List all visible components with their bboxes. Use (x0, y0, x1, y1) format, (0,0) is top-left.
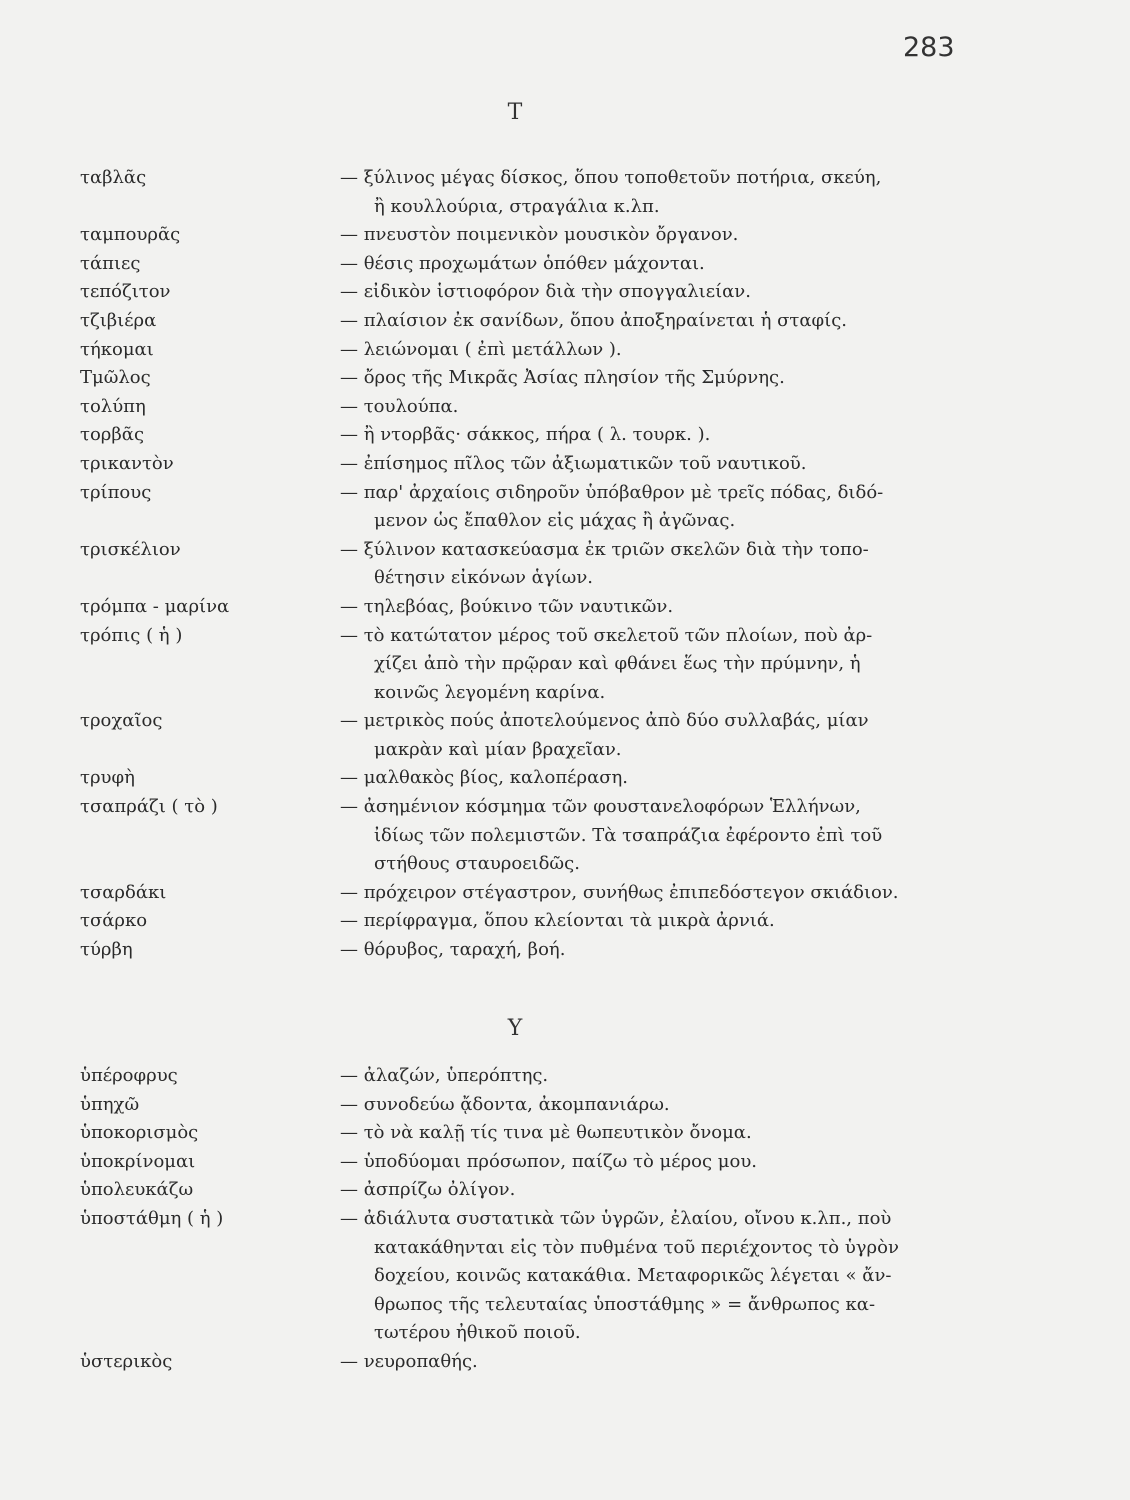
entry-definition (340, 164, 960, 221)
definition-line: δοχείου, κοινῶς κατακάθια. Μεταφορικῶς λέγεται « ἄν- (374, 1265, 892, 1287)
entry-definition (340, 536, 960, 593)
glossary-entry (80, 936, 960, 965)
entry-definition (340, 364, 960, 393)
glossary-entry (80, 164, 960, 221)
definition-line: κοινῶς λεγομένη καρίνα. (374, 681, 606, 703)
glossary-entry (80, 479, 960, 536)
glossary-entry (80, 622, 960, 708)
glossary-entry (80, 536, 960, 593)
definition-line: — παρ' ἀρχαίοις σιδηροῦν ὑπόβαθρον μὲ τρεῖς πόδας, διδό- (340, 481, 884, 503)
glossary-entry (80, 1176, 960, 1205)
glossary-entry (80, 221, 960, 250)
entry-term: τρισκέλιον (80, 538, 181, 560)
definition-line: — ξύλινος μέγας δίσκος, ὅπου τοποθετοῦν ποτήρια, σκεύη, (340, 167, 882, 188)
entry-term: ὑπολευκάζω (80, 1179, 194, 1201)
definition-line: στήθους σταυροειδῶς. (374, 853, 580, 875)
glossary-entry (80, 336, 960, 365)
entry-term: τολύπη (80, 395, 146, 417)
definition-line: — πλαίσιον ἐκ σανίδων, ὅπου ἀποξηραίνεται ἡ σταφίς. (340, 309, 848, 331)
entry-definition (340, 907, 960, 936)
definition-line: — ἀσπρίζω ὀλίγον. (340, 1179, 516, 1201)
entry-definition (340, 1205, 960, 1348)
section-letter-tau: Τ (507, 100, 523, 125)
entry-definition (340, 936, 960, 965)
definition-line: θρωπος τῆς τελευταίας ὑποστάθμης » = ἄνθρωπος κα- (374, 1293, 876, 1315)
entry-definition (340, 250, 960, 279)
glossary-entry (80, 250, 960, 279)
glossary-entry (80, 307, 960, 336)
entry-definition (340, 421, 960, 450)
entry-definition (340, 450, 960, 479)
definition-line: — ἀδιάλυτα συστατικὰ τῶν ὑγρῶν, ἐλαίου, οἴνου κ.λπ., ποὺ (340, 1207, 892, 1229)
entry-definition (340, 622, 960, 708)
definition-line: — νευροπαθής. (340, 1350, 478, 1372)
definition-line: — θέσις προχωμάτων ὁπόθεν μάχονται. (340, 252, 705, 274)
glossary-entry (80, 1348, 960, 1377)
entry-definition (340, 479, 960, 536)
entry-term: τεπόζιτον (80, 281, 171, 303)
entry-definition (340, 764, 960, 793)
glossary-entry (80, 793, 960, 879)
entry-term: τύρβη (80, 939, 133, 961)
glossary-entry (80, 1205, 960, 1348)
glossary-entry (80, 278, 960, 307)
entry-term: τρόμπα - μαρίνα (80, 595, 230, 617)
glossary-entry (80, 1119, 960, 1148)
entry-term: τσαρδάκι (80, 881, 167, 903)
glossary-entry (80, 393, 960, 422)
glossary-entry (80, 879, 960, 908)
entry-definition (340, 1119, 960, 1148)
definition-line: ἰδίως τῶν πολεμιστῶν. Τὰ τσαπράζια ἐφέροντο ἐπὶ τοῦ (374, 824, 883, 846)
glossary-entry (80, 450, 960, 479)
glossary-entry (80, 1091, 960, 1120)
entry-term: Τμῶλος (80, 367, 151, 389)
entry-term: ταμπουρᾶς (80, 224, 181, 246)
glossary-entry (80, 764, 960, 793)
glossary-entry (80, 907, 960, 936)
definition-line: — τὸ νὰ καλῇ τίς τινα μὲ θωπευτικὸν ὄνομα. (340, 1122, 752, 1144)
entry-term: τορβᾶς (80, 424, 145, 446)
definition-line: τωτέρου ἠθικοῦ ποιοῦ. (374, 1322, 581, 1344)
definition-line: — μετρικὸς πούς ἀποτελούμενος ἀπὸ δύο συλλαβάς, μίαν (340, 710, 869, 732)
glossary-entry (80, 1148, 960, 1177)
definition-line: — περίφραγμα, ὅπου κλείονται τὰ μικρὰ ἀρνιά. (340, 910, 775, 932)
entry-term: τζιβιέρα (80, 309, 157, 331)
definition-line: — θόρυβος, ταραχή, βοή. (340, 939, 566, 961)
entry-definition (340, 593, 960, 622)
entry-definition (340, 278, 960, 307)
entry-term: τσάρκο (80, 910, 148, 932)
glossary-entry (80, 364, 960, 393)
definition-line: — συνοδεύω ᾄδοντα, ἀκομπανιάρω. (340, 1093, 670, 1115)
entry-definition (340, 393, 960, 422)
glossary-section-tau (80, 164, 960, 965)
section-letter-upsilon: Υ (507, 1016, 523, 1041)
definition-line: — μαλθακὸς βίος, καλοπέραση. (340, 767, 629, 789)
entry-term: ὑποκρίνομαι (80, 1150, 196, 1172)
entry-term: ὑστερικὸς (80, 1350, 173, 1372)
definition-line: ἢ κουλλούρια, στραγάλια κ.λπ. (374, 195, 660, 217)
entry-definition (340, 307, 960, 336)
entry-term: τρίπους (80, 481, 152, 503)
definition-line: — ἀλαζών, ὑπερόπτης. (340, 1065, 549, 1086)
glossary-section-upsilon (80, 1062, 960, 1377)
definition-line: — ὄρος τῆς Μικρᾶς Ἀσίας πλησίον τῆς Σμύρνης. (340, 367, 785, 389)
entry-definition (340, 1148, 960, 1177)
entry-term: ὑπηχῶ (80, 1093, 140, 1115)
definition-line: — ἐπίσημος πῖλος τῶν ἀξιωματικῶν τοῦ ναυτικοῦ. (340, 452, 807, 474)
glossary-entry (80, 421, 960, 450)
definition-line: θέτησιν εἰκόνων ἁγίων. (374, 567, 593, 589)
entry-term: ὑποκορισμὸς (80, 1122, 199, 1144)
definition-line: — ὑποδύομαι πρόσωπον, παίζω τὸ μέρος μου. (340, 1150, 758, 1172)
definition-line: μακρὰν καὶ μίαν βραχεῖαν. (374, 738, 622, 760)
definition-line: — τὸ κατώτατον μέρος τοῦ σκελετοῦ τῶν πλοίων, ποὺ ἀρ- (340, 624, 873, 646)
definition-line: κατακάθηνται εἰς τὸν πυθμένα τοῦ περιέχοντος τὸ ὑγρὸν (374, 1236, 899, 1258)
entry-term: ὑποστάθμη ( ἡ ) (80, 1207, 224, 1229)
entry-definition (340, 1062, 960, 1091)
definition-line: — ξύλινον κατασκεύασμα ἐκ τριῶν σκελῶν διὰ τὴν τοπο- (340, 538, 869, 560)
definition-line: — ἢ ντορβᾶς· σάκκος, πήρα ( λ. τουρκ. ). (340, 424, 711, 446)
definition-line: — τουλούπα. (340, 395, 459, 417)
entry-term: ὑπέροφρυς (80, 1065, 178, 1086)
definition-line: — ἀσημένιον κόσμημα τῶν φουστανελοφόρων Ἑλλήνων, (340, 796, 861, 818)
entry-term: τρικαντὸν (80, 452, 174, 474)
page-number: 283 (903, 32, 955, 63)
entry-term: τρόπις ( ἡ ) (80, 624, 183, 646)
entry-term: τρυφὴ (80, 767, 135, 789)
definition-line: — πρόχειρον στέγαστρον, συνήθως ἐπιπεδόστεγον σκιάδιον. (340, 881, 899, 903)
entry-definition (340, 336, 960, 365)
entry-definition (340, 879, 960, 908)
glossary-entry (80, 593, 960, 622)
glossary-entry (80, 707, 960, 764)
entry-definition (340, 707, 960, 764)
definition-line: μενον ὡς ἔπαθλον εἰς μάχας ἢ ἀγῶνας. (374, 510, 736, 532)
entry-term: τροχαῖος (80, 710, 163, 732)
entry-term: τήκομαι (80, 338, 154, 360)
definition-line: — πνευστὸν ποιμενικὸν μουσικὸν ὄργανον. (340, 224, 739, 246)
entry-term: ταβλᾶς (80, 167, 147, 188)
definition-line: — τηλεβόας, βούκινο τῶν ναυτικῶν. (340, 595, 674, 617)
entry-definition (340, 1176, 960, 1205)
entry-definition (340, 1348, 960, 1377)
definition-line: — εἰδικὸν ἱστιοφόρον διὰ τὴν σπογγαλιείαν. (340, 281, 751, 303)
entry-term: τάπιες (80, 252, 141, 274)
entry-definition (340, 221, 960, 250)
glossary-entry (80, 1062, 960, 1091)
definition-line: χίζει ἀπὸ τὴν πρῷραν καὶ φθάνει ἕως τὴν πρύμνην, ἡ (374, 653, 861, 675)
entry-definition (340, 1091, 960, 1120)
definition-line: — λειώνομαι ( ἐπὶ μετάλλων ). (340, 338, 622, 360)
entry-definition (340, 793, 960, 879)
entry-term: τσαπράζι ( τὸ ) (80, 796, 218, 818)
